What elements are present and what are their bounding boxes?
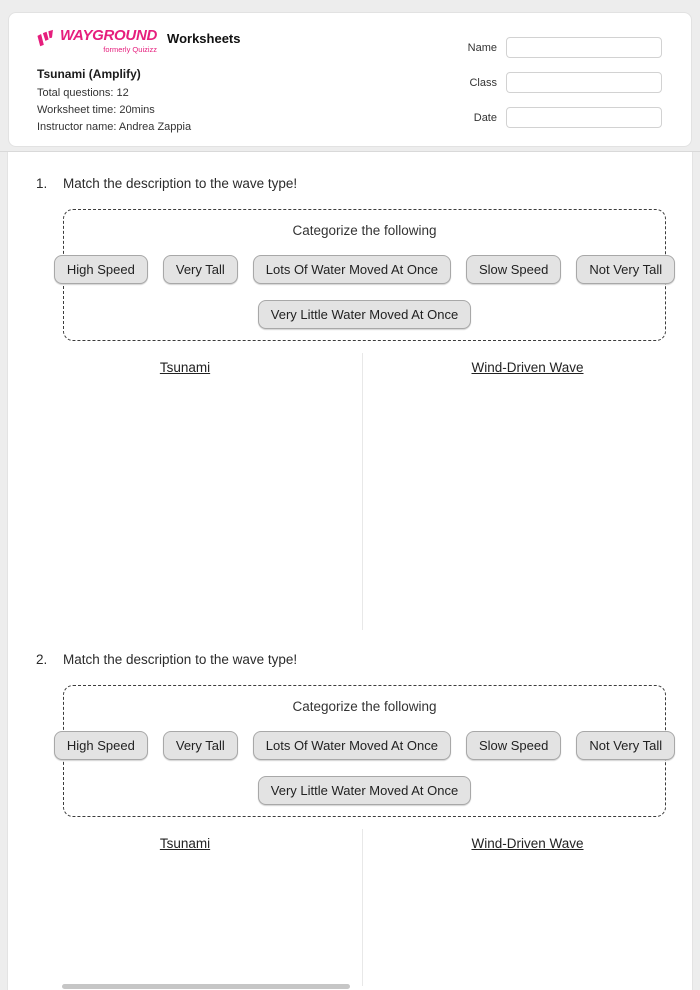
category-chip[interactable]: High Speed: [54, 731, 148, 760]
category-chip[interactable]: Slow Speed: [466, 731, 561, 760]
class-input[interactable]: [506, 72, 662, 93]
column-tsunami: [8, 353, 362, 630]
column-wind-driven-wave: [362, 829, 692, 986]
question-1: [8, 152, 692, 630]
worksheet-meta: [37, 67, 191, 138]
category-chip[interactable]: Not Very Tall: [576, 731, 675, 760]
categorize-box: [63, 209, 666, 341]
student-fields: [468, 37, 662, 142]
header-band: [0, 0, 700, 152]
question-number: 2.: [36, 652, 48, 667]
column-header: Tsunami: [159, 360, 211, 375]
column-wind-driven-wave: [362, 353, 692, 630]
worksheet-sheet: [7, 152, 693, 990]
categorize-box: [63, 685, 666, 817]
brand-tagline: formerly Quizizz: [103, 45, 158, 54]
question-prompt: Match the description to the wave type!: [63, 652, 298, 667]
answer-columns: [8, 829, 692, 986]
wayground-logo-icon: [36, 29, 58, 49]
question-2-prompt-row: [36, 652, 692, 667]
horizontal-scrollbar-thumb[interactable]: [62, 984, 350, 989]
question-1-prompt-row: [36, 176, 692, 191]
category-chip[interactable]: Lots Of Water Moved At Once: [253, 255, 451, 284]
chip-row-2: [64, 300, 665, 329]
instructor-name: Instructor name: Andrea Zappia: [37, 121, 192, 133]
brand-stack: [60, 27, 157, 54]
answer-columns: [8, 353, 692, 630]
column-header: Wind-Driven Wave: [471, 360, 584, 375]
column-header: Tsunami: [159, 836, 211, 851]
name-label: Name: [467, 41, 497, 54]
date-input[interactable]: [506, 107, 662, 128]
category-chip[interactable]: Lots Of Water Moved At Once: [253, 731, 451, 760]
name-field-row: [468, 37, 662, 58]
categorize-title: Categorize the following: [292, 699, 437, 714]
name-input[interactable]: [506, 37, 662, 58]
worksheet-title: Tsunami (Amplify): [37, 67, 141, 81]
category-chip[interactable]: Not Very Tall: [576, 255, 675, 284]
date-label: Date: [473, 111, 497, 124]
category-chip[interactable]: Very Little Water Moved At Once: [258, 776, 471, 805]
logo-row: [36, 27, 241, 54]
column-header: Wind-Driven Wave: [471, 836, 584, 851]
class-label: Class: [469, 76, 497, 89]
chip-row-2: [64, 776, 665, 805]
chip-row-1: [64, 731, 665, 760]
category-chip[interactable]: Very Tall: [163, 731, 238, 760]
question-2: [8, 630, 692, 986]
class-field-row: [468, 72, 662, 93]
category-chip[interactable]: Very Little Water Moved At Once: [258, 300, 471, 329]
category-chip[interactable]: Very Tall: [163, 255, 238, 284]
category-chip[interactable]: Slow Speed: [466, 255, 561, 284]
brand-name: WAYGROUND: [60, 27, 158, 44]
chip-row-1: [64, 255, 665, 284]
column-tsunami: [8, 829, 362, 986]
worksheet-time: Worksheet time: 20mins: [37, 104, 155, 116]
total-questions: Total questions: 12: [37, 87, 129, 99]
question-number: 1.: [36, 176, 48, 191]
question-prompt: Match the description to the wave type!: [63, 176, 298, 191]
product-name: Worksheets: [167, 31, 241, 46]
category-chip[interactable]: High Speed: [54, 255, 148, 284]
date-field-row: [468, 107, 662, 128]
header-card: [8, 12, 692, 147]
categorize-title: Categorize the following: [292, 223, 437, 238]
